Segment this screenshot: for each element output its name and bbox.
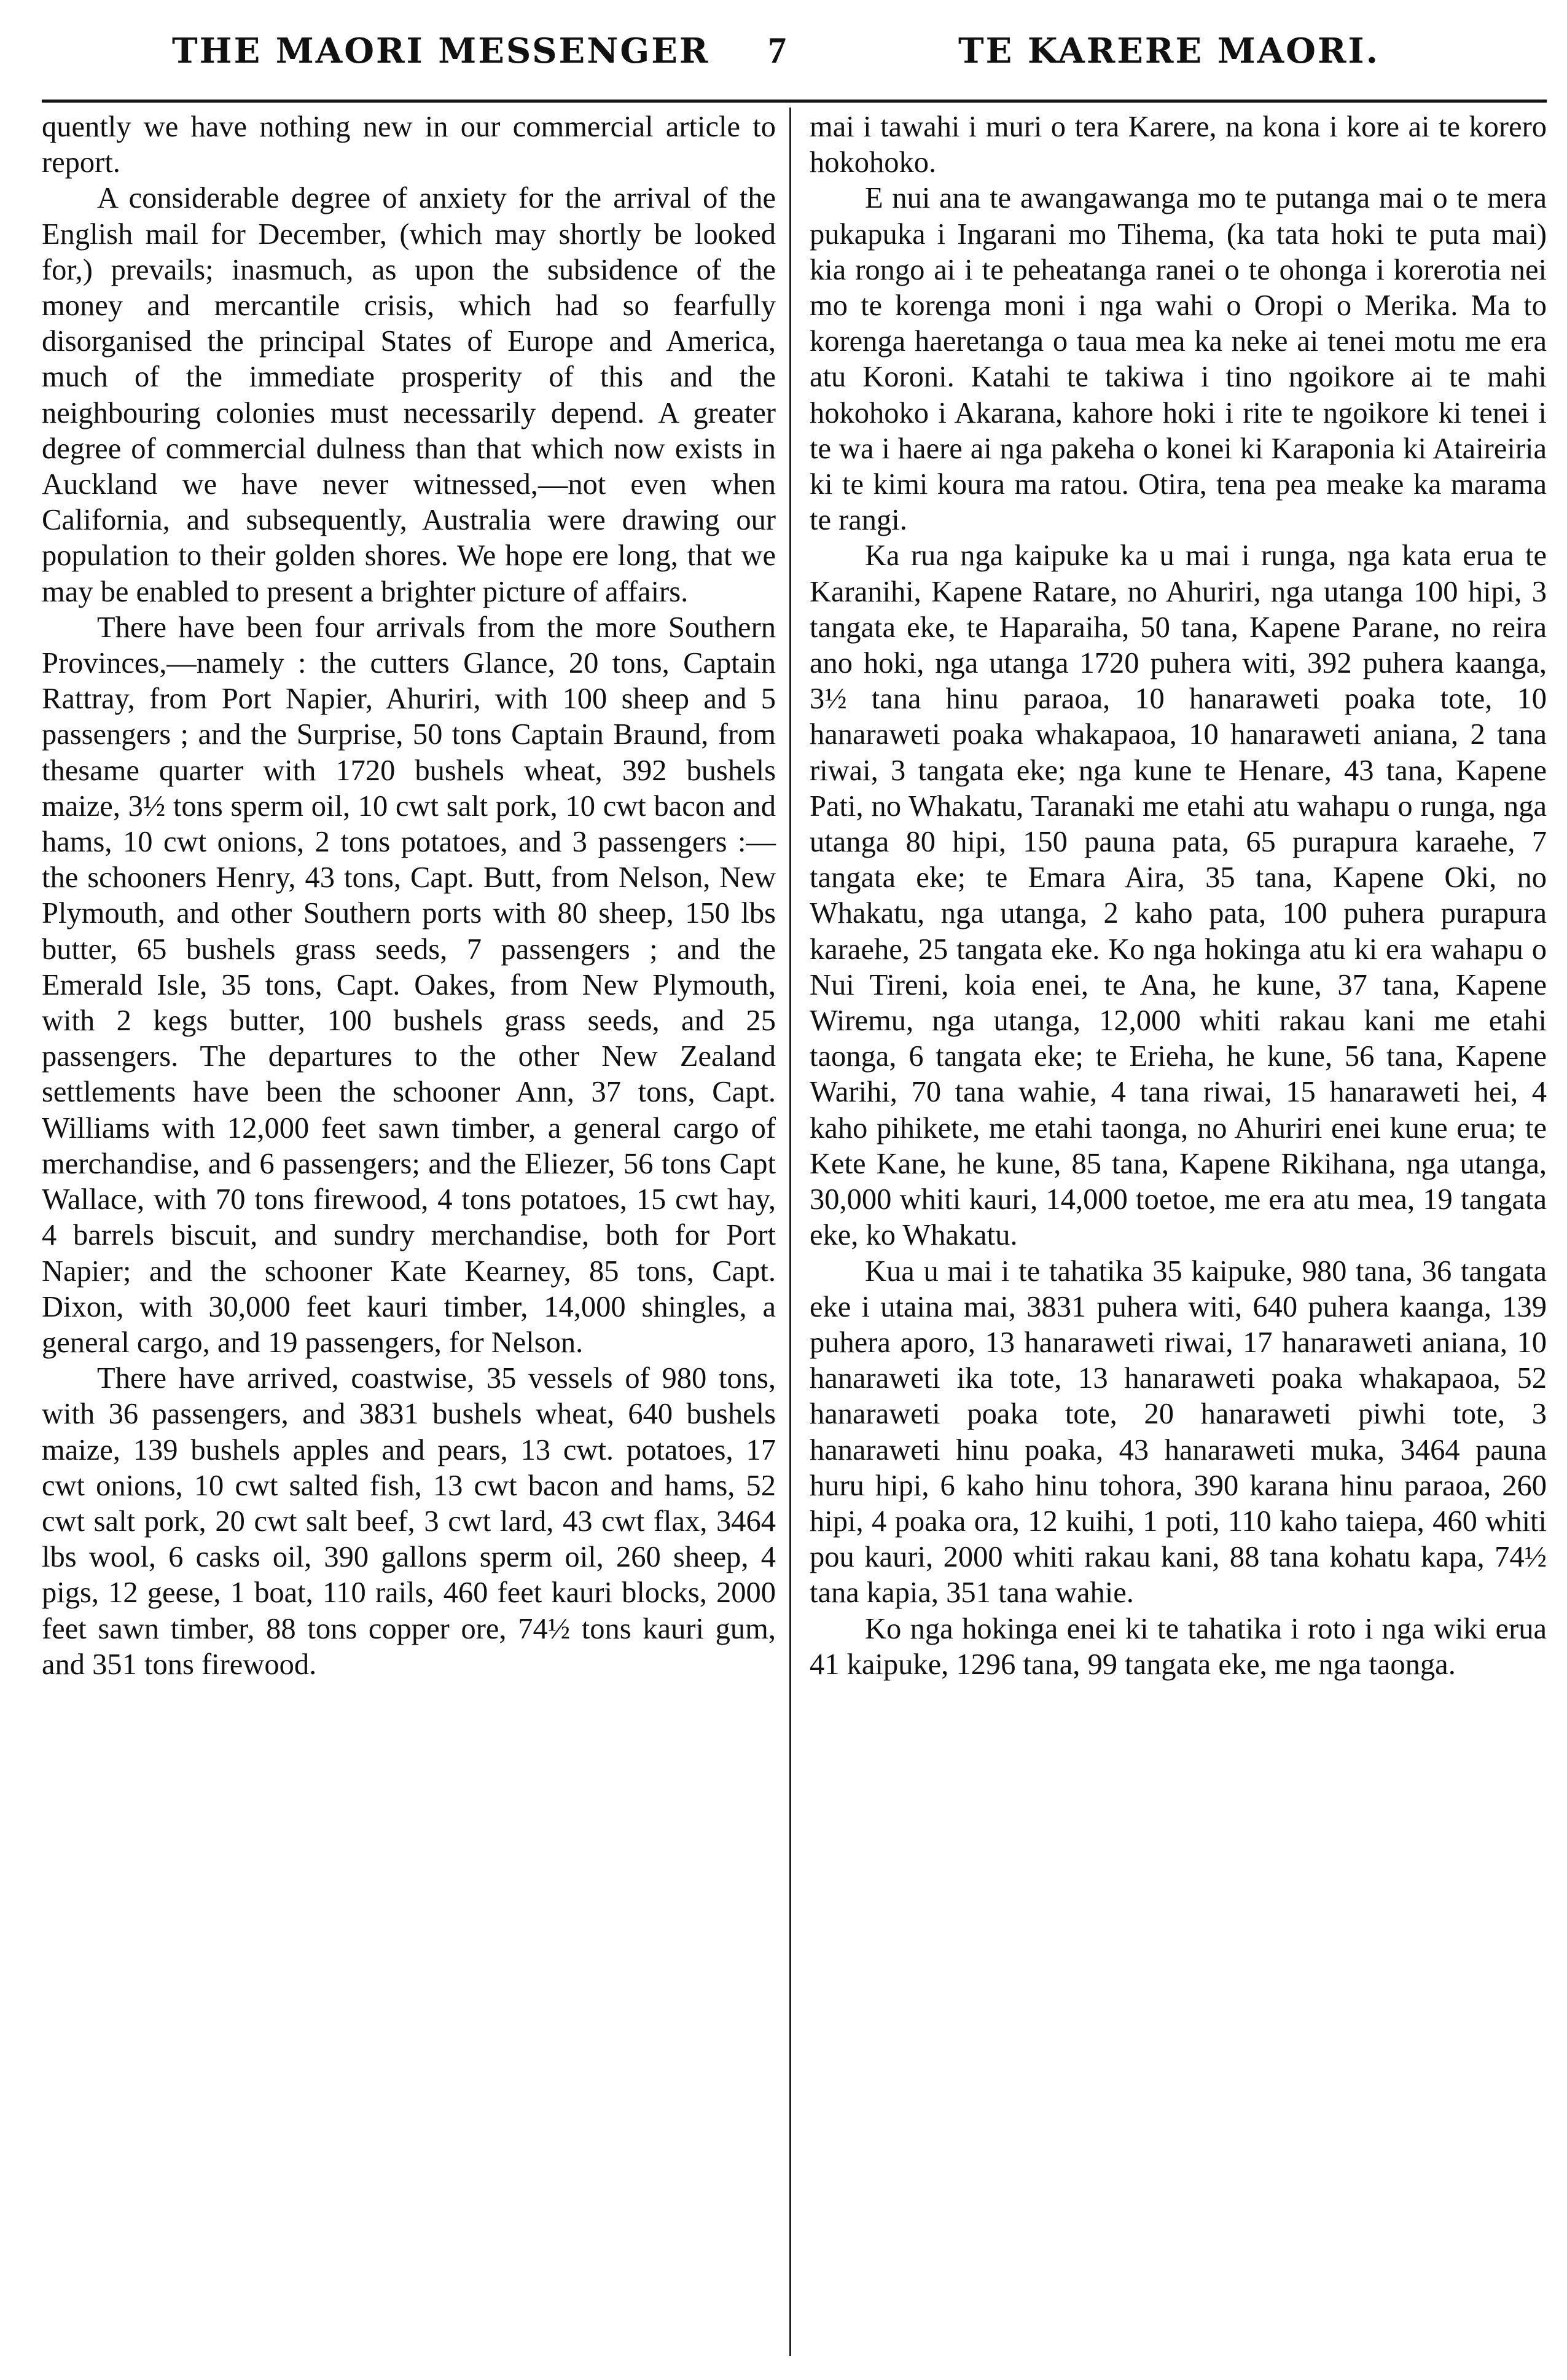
- english-paragraph-3: There have been four arrivals from the more Southern Provinces,—namely : the cutters Glance, 20 tons, Captain Rattray, from Port Napier, Ahuriri, with 100 sheep and 5 passengers ; and the Surprise, 50 tons Captain Braund, from thesame quarter with 1720 bushels wheat, 392 bushels maize, 3½ tons sperm oil, 10 cwt salt pork, 10 cwt bacon and hams, 10 cwt onions, 2 tons potatoes, and 3 passengers :—the schooners Henry, 43 tons, Capt. Butt, from Nelson, New Plymouth, and other Southern ports with 80 sheep, 150 lbs butter, 65 bushels grass seeds, 7 passengers ; and the Emerald Isle, 35 tons, Capt. Oakes, from New Plymouth, with 2 kegs butter, 100 bushels grass seeds, and 25 passengers. The departures to the other New Zealand settlements have been the schooner Ann, 37 tons, Capt. Williams with 12,000 feet sawn timber, a general cargo of merchandise, and 6 passengers; and the Eliezer, 56 tons Capt Wallace, with 70 tons firewood, 4 tons potatoes, 15 cwt hay, 4 barrels biscuit, and sundry merchandise, both for Port Napier; and the schooner Kate Kearney, 85 tons, Capt. Dixon, with 30,000 feet kauri timber, 14,000 shingles, a general cargo, and 19 passengers, for Nelson.: [42, 611, 776, 1359]
- maori-paragraph-3: Ka rua nga kaipuke ka u mai i runga, nga kata erua te Karanihi, Kapene Ratare, no Ahuriri, nga utanga 100 hipi, 3 tangata eke, te Haparaiha, 50 tana, Kapene Parane, no reira ano hoki, nga utanga 1720 puhera witi, 392 puhera kaanga, 3½ tana hinu paraoa, 10 hanaraweti poaka tote, 10 hanaraweti poaka whakapaoa, 10 hanaraweti aniana, 2 tana riwai, 3 tangata eke; nga kune te Henare, 43 tana, Kapene Pati, no Whakatu, Taranaki me etahi atu wahapu o runga, nga utanga 80 hipi, 150 pauna pata, 65 purapura karaehe, 7 tangata eke; te Emara Aira, 35 tana, Kapene Oki, no Whakatu, nga utanga, 2 kaho pata, 100 puhera purapura karaehe, 25 tangata eke. Ko nga hokinga atu ki era wahapu o Nui Tireni, koia enei, te Ana, he kune, 37 tana, Kapene Wiremu, nga utanga, 12,000 whiti rakau kani me etahi taonga, 6 tangata eke; te Erieha, he kune, 56 tana, Kapene Warihi, 70 tana wahie, 4 tana riwai, 15 hanaraweti hei, 4 kaho pihikete, me etahi taonga, no Ahuriri enei kune erua; te Kete Kane, he kune, 85 tana, Kapene Rikihana, nga utanga, 30,000 whiti kauri, 14,000 toetoe, me era atu mea, 19 tangata eke, ko Whakatu.: [810, 539, 1547, 1252]
- maori-column: [810, 109, 1547, 1683]
- header-rule: [42, 100, 1547, 103]
- page-header: [0, 25, 1567, 86]
- english-paragraph-4: There have arrived, coastwise, 35 vessels of 980 tons, with 36 passengers, and 3831 bushels wheat, 640 bushels maize, 139 bushels apples and pears, 13 cwt. potatoes, 17 cwt onions, 10 cwt salted fish, 13 cwt bacon and hams, 52 cwt salt pork, 20 cwt salt beef, 3 cwt lard, 43 cwt flax, 3464 lbs wool, 6 casks oil, 390 gallons sperm oil, 260 sheep, 4 pigs, 12 geese, 1 boat, 110 rails, 460 feet kauri blocks, 2000 feet sawn timber, 88 tons copper ore, 74½ tons kauri gum, and 351 tons firewood.: [42, 1362, 776, 1681]
- english-column: [42, 109, 776, 1683]
- maori-masthead: TE KARERE MAORI.: [958, 31, 1380, 71]
- english-paragraph-1: quently we have nothing new in our commercial article to report.: [42, 111, 776, 179]
- page-number: 7: [768, 30, 786, 71]
- english-paragraph-2: A considerable degree of anxiety for the arrival of the English mail for December, (which may shortly be looked for,) prevails; inasmuch, as upon the subsidence of the money and mercantile crisis, which had so fearfully disorganised the principal States of Europe and America, much of the immediate prosperity of this and the neighbouring colonies must necessarily depend. A greater degree of commercial dulness than that which now exists in Auckland we have never witnessed,—not even when California, and subsequently, Australia were drawing our population to their golden shores. We hope ere long, that we may be enabled to present a brighter picture of affairs.: [42, 182, 776, 608]
- maori-paragraph-1: mai i tawahi i muri o tera Karere, na kona i kore ai te korero hokohoko.: [810, 111, 1547, 179]
- column-divider: [789, 108, 791, 2356]
- maori-paragraph-5: Ko nga hokinga enei ki te tahatika i roto i nga wiki erua 41 kaipuke, 1296 tana, 99 tangata eke, me nga taonga.: [810, 1612, 1547, 1681]
- english-masthead: THE MAORI MESSENGER: [172, 31, 710, 71]
- maori-paragraph-2: E nui ana te awangawanga mo te putanga mai o te mera pukapuka i Ingarani mo Tihema, (ka tata hoki te puta mai) kia rongo ai i te peheatanga ranei o te ohonga i korerotia nei mo te korenga moni i nga wahi o Oropi o Merika. Ma to korenga haeretanga o taua mea ka neke ai tenei motu me era atu Koroni. Katahi te takiwa i tino ngoikore ai te mahi hokohoko i Akarana, kahore hoki i rite te ngoikore ki tenei i te wa i haere ai nga pakeha o konei ki Karaponia ki Ataireiria ki te kimi koura ma ratou. Otira, tena pea meake ka marama te rangi.: [810, 182, 1547, 537]
- maori-paragraph-4: Kua u mai i te tahatika 35 kaipuke, 980 tana, 36 tangata eke i utaina mai, 3831 puhera witi, 640 puhera kaanga, 139 puhera aporo, 13 hanaraweti riwai, 17 hanaraweti aniana, 10 hanaraweti ika tote, 13 hanaraweti poaka whakapaoa, 52 hanaraweti poaka tote, 20 hanaraweti piwhi tote, 3 hanaraweti hinu poaka, 43 hanaraweti muka, 3464 pauna huru hipi, 6 kaho hinu tohora, 390 karana hinu paraoa, 260 hipi, 4 poaka ora, 12 kuihi, 1 poti, 110 kaho taiepa, 460 whiti pou kauri, 2000 whiti rakau kani, 88 tana kohatu kapa, 74½ tana kapia, 351 tana wahie.: [810, 1255, 1547, 1610]
